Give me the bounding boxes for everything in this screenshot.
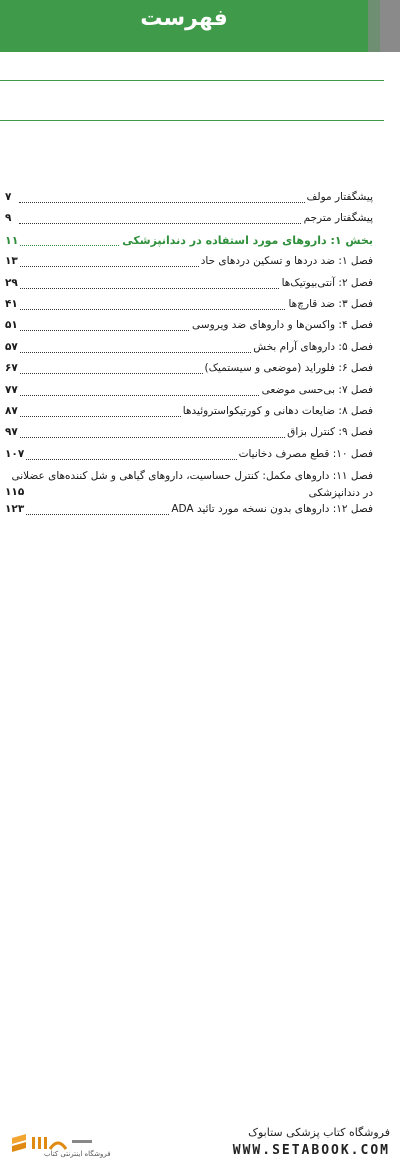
- toc-entry[interactable]: [5, 316, 373, 337]
- header-gray-strip: [380, 0, 400, 52]
- header-accent-strip: [368, 0, 380, 52]
- toc-part-heading[interactable]: [5, 231, 373, 252]
- toc-entry[interactable]: [5, 500, 373, 521]
- page-title: فهرست: [140, 6, 228, 31]
- toc-entry-page: ۹۷: [5, 426, 18, 439]
- toc-entry-page: ۹: [5, 212, 12, 225]
- toc-entry[interactable]: [5, 252, 373, 273]
- toc-entry-page: ۱۳: [5, 255, 18, 268]
- store-url-link[interactable]: WWW.SETABOOK.COM: [232, 1143, 390, 1158]
- toc-entry-page: ۲۹: [5, 276, 18, 289]
- toc-entry[interactable]: [5, 445, 373, 466]
- toc-entry-label: بخش ۱: داروهای مورد استفاده در دندانپزشکی: [122, 233, 373, 247]
- toc-entry-label: فصل ۹: کنترل بزاق: [287, 426, 373, 439]
- toc-entry-label: فصل ۱۱: داروهای مکمل: کنترل حساسیت، داروهای گیاهی و شل کننده‌های عضلانی در دندانپزشکی: [9, 468, 373, 502]
- brand-tagline: فروشگاه اینترنتی کتاب: [44, 1150, 111, 1158]
- toc-entry-label: فصل ۸: ضایعات دهانی و کورتیکواستروئیدها: [182, 404, 373, 417]
- toc-entry[interactable]: [5, 466, 373, 500]
- toc-entry-page: ۱۰۷: [5, 447, 25, 460]
- divider-bottom: [0, 120, 384, 121]
- toc-entry[interactable]: [5, 209, 373, 230]
- toc-entry-page: ۱۲۳: [5, 503, 25, 516]
- toc-entry-page: ۱۱: [5, 233, 19, 247]
- toc-entry[interactable]: [5, 402, 373, 423]
- header-bar: [0, 0, 400, 52]
- table-of-contents: [5, 188, 373, 521]
- toc-entry-page: ۵۱: [5, 319, 18, 332]
- toc-entry-page: ۴۱: [5, 297, 18, 310]
- toc-entry-label: پیشگفتار مولف: [306, 191, 373, 203]
- toc-entry-label: فصل ۷: بی‌حسی موضعی: [261, 383, 373, 396]
- toc-entry-page: ۶۷: [5, 362, 18, 375]
- footer: [0, 560, 400, 1158]
- toc-entry-label: فصل ۵: داروهای آرام بخش: [253, 340, 373, 353]
- toc-entry[interactable]: [5, 381, 373, 402]
- toc-entry-label: فصل ۱۲: داروهای بدون نسخه مورد تائید ADA: [171, 503, 373, 516]
- toc-entry-label: فصل ۳: ضد قارچ‌ها: [288, 297, 373, 310]
- toc-entry[interactable]: [5, 295, 373, 316]
- toc-entry-page: ۸۷: [5, 404, 18, 417]
- toc-entry[interactable]: [5, 423, 373, 444]
- toc-entry-label: فصل ۲: آنتی‌بیوتیک‌ها: [281, 276, 373, 289]
- toc-entry-page: ۱۱۵: [5, 486, 25, 499]
- toc-entry-label: فصل ۶: فلوراید (موضعی و سیستمیک): [204, 362, 373, 375]
- toc-entry-page: ۷۷: [5, 383, 18, 396]
- store-name: فروشگاه کتاب پزشکی ستابوک: [248, 1126, 390, 1139]
- divider-top: [0, 80, 384, 81]
- toc-entry[interactable]: [5, 359, 373, 380]
- toc-entry-label: فصل ۱: ضد دردها و تسکین دردهای حاد: [200, 255, 373, 268]
- toc-entry-page: ۵۷: [5, 340, 18, 353]
- toc-entry-page: ۷: [5, 191, 12, 203]
- toc-entry-label: فصل ۱۰: قطع مصرف دخانیات: [238, 447, 373, 460]
- toc-entry[interactable]: [5, 188, 373, 209]
- toc-entry[interactable]: [5, 274, 373, 295]
- toc-entry-label: فصل ۴: واکسن‌ها و داروهای ضد ویروسی: [192, 319, 373, 332]
- toc-entry[interactable]: [5, 338, 373, 359]
- toc-entry-label: پیشگفتار مترجم: [303, 212, 373, 225]
